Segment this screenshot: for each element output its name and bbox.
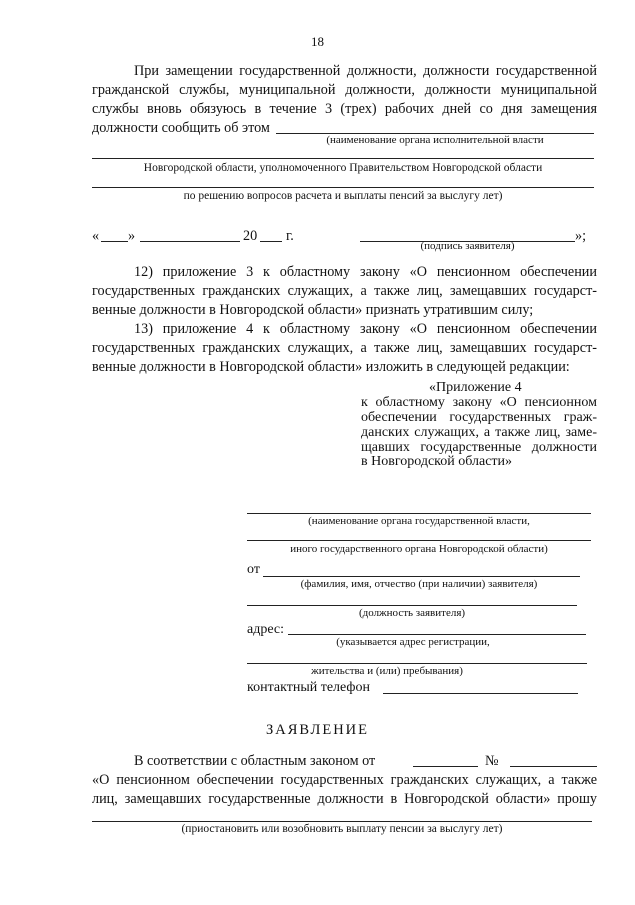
caption-signature: (подпись заявителя) [420, 240, 515, 252]
item13-line-2: государственных гражданских служащих, а также лиц, замещавших государст- [92, 340, 597, 356]
appendix-line-2: к областному закону «О пенсионном [361, 395, 597, 410]
caption-request: (приостановить или возобновить выплату пенсии за выслугу лет) [181, 823, 503, 835]
phone-label: контактный телефон [247, 680, 370, 695]
caption-region: Новгородской области, уполномоченного Правительством Новгородской области [143, 162, 543, 174]
statement-line-3: лиц, замещавших государственные должности в Новгородской области» прошу [92, 791, 597, 807]
date-year-prefix: 20 [243, 228, 258, 244]
caption-fio: (фамилия, имя, отчество (при наличии) заявителя) [300, 578, 538, 590]
date-day-line[interactable] [101, 241, 128, 242]
residence-fill-line[interactable] [247, 663, 587, 664]
para-intro-line-1: При замещении государственной должности, должности государственной [134, 63, 597, 79]
page-number: 18 [311, 34, 324, 49]
statement-line-1: В соответствии с областным законом от [134, 753, 376, 769]
para-intro-line-3: службы вновь обязуюсь в течение 3 (трех) рабочих дней со дня замещения [92, 101, 597, 117]
date-month-line[interactable] [140, 241, 240, 242]
statement-line-2: «О пенсионном обеспечении государственных гражданских служащих, а также [92, 772, 597, 788]
appendix-line-4: данских служащих, а также лиц, заме- [361, 425, 597, 440]
gov-body-fill-line[interactable] [247, 513, 591, 514]
date-open-quote: « [92, 228, 100, 244]
phone-fill-line[interactable] [383, 693, 578, 694]
other-body-fill-line[interactable] [247, 540, 591, 541]
caption-gov-body: (наименование органа государственной власти, [308, 515, 530, 527]
caption-residence: жительства и (или) пребывания) [311, 665, 463, 677]
appendix-line-5: щавших государственные должности [361, 440, 597, 455]
address-fill-line[interactable] [288, 634, 586, 635]
decision-fill-line[interactable] [92, 187, 594, 188]
item12-line-2: государственных гражданских служащих, а также лиц, замещавших государст- [92, 283, 597, 299]
signature-end: »; [575, 228, 587, 244]
number-sign: № [485, 753, 499, 769]
caption-other-body: иного государственного органа Новгородской области) [290, 543, 548, 555]
appendix-line-1: «Приложение 4 [429, 380, 522, 395]
appendix-line-3: обеспечении государственных граж- [361, 410, 597, 425]
caption-position: (должность заявителя) [358, 607, 466, 619]
date-year-suffix: г. [286, 228, 294, 244]
item12-line-3: венные должности в Новгородской области» признать утратившим силу; [92, 302, 534, 318]
caption-decision: по решению вопросов расчета и выплаты пенсий за выслугу лет) [183, 190, 503, 202]
para-intro-line-2: гражданской службы, муниципальной должности, должности муниципальной [92, 82, 597, 98]
para-intro-line-4: должности сообщить об этом [92, 120, 270, 136]
date-year-line[interactable] [260, 241, 282, 242]
appendix-line-6: в Новгородской области» [361, 454, 513, 469]
caption-address: (указывается адрес регистрации, [336, 636, 490, 648]
item13-line-3: венные должности в Новгородской области» изложить в следующей редакции: [92, 359, 570, 375]
position-fill-line[interactable] [247, 605, 577, 606]
request-fill-line[interactable] [92, 821, 592, 822]
fio-fill-line[interactable] [263, 576, 580, 577]
item12-line-1: 12) приложение 3 к областному закону «О пенсионном обеспечении [134, 264, 597, 280]
item13-line-1: 13) приложение 4 к областному закону «О пенсионном обеспечении [134, 321, 597, 337]
region-fill-line[interactable] [92, 158, 594, 159]
law-number-fill-line[interactable] [510, 766, 597, 767]
caption-organ: (наименование органа исполнительной власти [326, 134, 544, 146]
from-label: от [247, 562, 260, 577]
address-label: адрес: [247, 622, 285, 637]
statement-title: ЗАЯВЛЕНИЕ [265, 722, 370, 738]
date-close-quote: » [128, 228, 136, 244]
law-date-fill-line[interactable] [413, 766, 478, 767]
